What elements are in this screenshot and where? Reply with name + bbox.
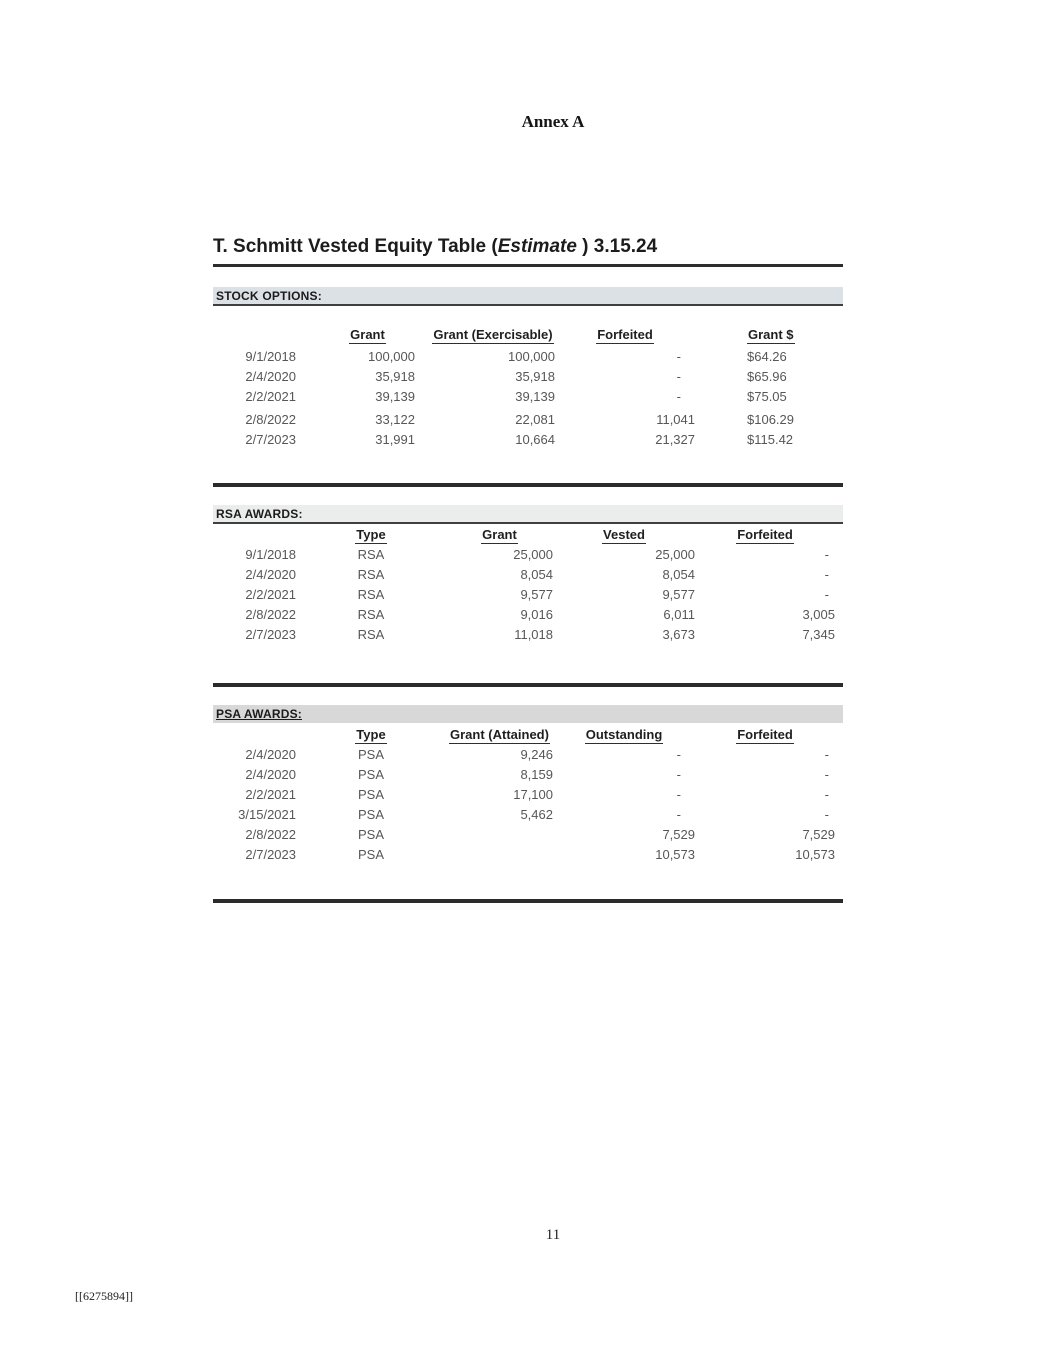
table-cell: PSA <box>357 807 384 822</box>
table-cell: $115.42 <box>747 432 794 447</box>
table-cell: 11,041 <box>656 412 695 427</box>
table-cell: 9,246 <box>520 747 553 762</box>
table-row <box>213 347 843 367</box>
page-number: 11 <box>545 1227 561 1243</box>
table-cell: 3/15/2021 <box>238 807 296 822</box>
column-header: Grant <box>350 327 385 342</box>
column-header: Outstanding <box>585 727 663 742</box>
section-label: RSA AWARDS: <box>216 507 303 521</box>
column-header <box>213 327 296 343</box>
column-header: Forfeited <box>737 727 793 742</box>
table-cell: 10,573 <box>655 847 695 862</box>
table-cell: - <box>824 567 829 582</box>
table-cell: 39,139 <box>515 389 555 404</box>
table-cell: PSA <box>357 827 384 842</box>
table-row <box>213 625 843 645</box>
table-cell: 100,000 <box>508 349 555 364</box>
table-row <box>213 545 843 565</box>
title-emphasis: Estimate <box>497 236 577 257</box>
table-cell: $75.05 <box>747 389 787 404</box>
table-cell: RSA <box>357 547 385 562</box>
table-cell: RSA <box>357 587 385 602</box>
stock-options-section <box>213 287 843 487</box>
table-cell: - <box>676 787 681 802</box>
table-cell: 2/4/2020 <box>245 767 296 782</box>
section-label: STOCK OPTIONS: <box>216 289 322 303</box>
table-row <box>213 605 843 625</box>
table-row <box>213 825 843 845</box>
table-cell: 25,000 <box>655 547 695 562</box>
table-cell: 10,664 <box>515 432 555 447</box>
annex-heading: Annex A <box>521 112 585 131</box>
column-header: Vested <box>603 527 645 542</box>
table-cell: 2/7/2023 <box>245 627 296 642</box>
table-cell: - <box>676 767 681 782</box>
table-row <box>213 410 843 430</box>
table-cell: 33,122 <box>375 412 415 427</box>
table-cell: 25,000 <box>513 547 553 562</box>
table-row <box>213 745 843 765</box>
table-cell: $106.29 <box>747 412 794 427</box>
title-suffix: ) 3.15.24 <box>576 236 658 257</box>
table-cell: PSA <box>357 747 384 762</box>
table-cell: 9,577 <box>520 587 553 602</box>
table-cell: PSA <box>357 787 384 802</box>
section-header-bar <box>213 287 843 306</box>
table-cell: 8,054 <box>520 567 553 582</box>
table-cell: 11,018 <box>514 627 553 642</box>
column-header-row <box>213 727 843 743</box>
column-header: Forfeited <box>737 527 793 542</box>
table-cell: - <box>824 787 829 802</box>
table-cell: 22,081 <box>515 412 555 427</box>
table-cell: - <box>824 747 829 762</box>
table-cell: 3,673 <box>662 627 695 642</box>
table-cell: RSA <box>357 607 385 622</box>
column-header: Type <box>356 727 386 742</box>
table-body <box>213 347 843 450</box>
table-cell: 7,529 <box>802 827 835 842</box>
table-cell: - <box>824 767 829 782</box>
table-cell: 8,054 <box>662 567 695 582</box>
table-cell: - <box>676 807 681 822</box>
table-cell: RSA <box>357 627 385 642</box>
column-header: Grant (Attained) <box>450 727 549 742</box>
table-cell: - <box>824 587 829 602</box>
table-cell: - <box>676 389 681 404</box>
table-cell: - <box>824 807 829 822</box>
table-row <box>213 565 843 585</box>
section-label: PSA AWARDS: <box>216 707 302 721</box>
document-title <box>213 236 853 258</box>
table-row <box>213 785 843 805</box>
table-cell: 3,005 <box>802 607 835 622</box>
column-header <box>213 727 296 743</box>
table-cell <box>446 845 553 865</box>
column-header: Forfeited <box>597 327 653 342</box>
table-body <box>213 545 843 645</box>
column-header: Grant (Exercisable) <box>433 327 553 342</box>
table-cell: - <box>824 547 829 562</box>
table-cell: 8,159 <box>520 767 553 782</box>
table-cell: 2/4/2020 <box>245 567 296 582</box>
table-cell: PSA <box>357 847 384 862</box>
table-cell: 2/2/2021 <box>245 787 296 802</box>
table-row <box>213 765 843 785</box>
table-cell: $64.26 <box>747 349 787 364</box>
table-cell: RSA <box>357 567 385 582</box>
table-cell: 10,573 <box>795 847 835 862</box>
column-header: Type <box>356 527 386 542</box>
table-cell: - <box>676 349 681 364</box>
rsa-awards-section <box>213 505 843 687</box>
table-cell: 5,462 <box>520 807 553 822</box>
table-cell: 39,139 <box>375 389 415 404</box>
section-header-bar <box>213 505 843 524</box>
table-cell: 31,991 <box>375 432 415 447</box>
table-cell: 21,327 <box>655 432 695 447</box>
section-header-bar <box>213 705 843 723</box>
section-bottom-rule <box>213 899 843 903</box>
title-underline-rule <box>213 264 843 267</box>
table-row <box>213 585 843 605</box>
table-cell: 2/8/2022 <box>245 607 296 622</box>
table-cell: $65.96 <box>747 369 787 384</box>
table-cell: 6,011 <box>663 607 695 622</box>
table-cell: 9,016 <box>520 607 553 622</box>
footer-tag: [[6275894]] <box>75 1289 133 1303</box>
table-cell: 2/8/2022 <box>245 827 296 842</box>
table-cell: - <box>676 369 681 384</box>
table-cell: 2/4/2020 <box>245 369 296 384</box>
column-header <box>213 527 296 543</box>
table-cell: 7,345 <box>802 627 835 642</box>
column-header-row <box>213 327 843 343</box>
table-cell: 35,918 <box>375 369 415 384</box>
table-cell: 9,577 <box>662 587 695 602</box>
table-body <box>213 745 843 865</box>
table-cell: 2/4/2020 <box>245 747 296 762</box>
table-cell: 2/7/2023 <box>245 432 296 447</box>
title-text: T. Schmitt Vested Equity Table ( <box>213 236 498 257</box>
table-cell: 2/7/2023 <box>245 847 296 862</box>
column-header: Grant <box>482 527 517 542</box>
column-header-row <box>213 527 843 543</box>
table-cell: - <box>676 747 681 762</box>
section-bottom-rule <box>213 483 843 487</box>
section-bottom-rule <box>213 683 843 687</box>
table-cell: 7,529 <box>662 827 695 842</box>
table-row <box>213 805 843 825</box>
psa-awards-section <box>213 705 843 903</box>
column-header: Grant $ <box>748 327 794 342</box>
table-cell: 2/8/2022 <box>245 412 296 427</box>
table-cell: 9/1/2018 <box>245 349 296 364</box>
table-row <box>213 430 843 450</box>
table-cell: 17,100 <box>513 787 553 802</box>
table-row <box>213 367 843 387</box>
table-cell: 9/1/2018 <box>245 547 296 562</box>
table-cell: 2/2/2021 <box>245 587 296 602</box>
table-cell: PSA <box>357 767 384 782</box>
table-row <box>213 845 843 865</box>
table-row <box>213 387 843 407</box>
table-cell: 100,000 <box>368 349 415 364</box>
table-cell <box>446 825 553 845</box>
table-cell: 35,918 <box>515 369 555 384</box>
table-cell: 2/2/2021 <box>245 389 296 404</box>
